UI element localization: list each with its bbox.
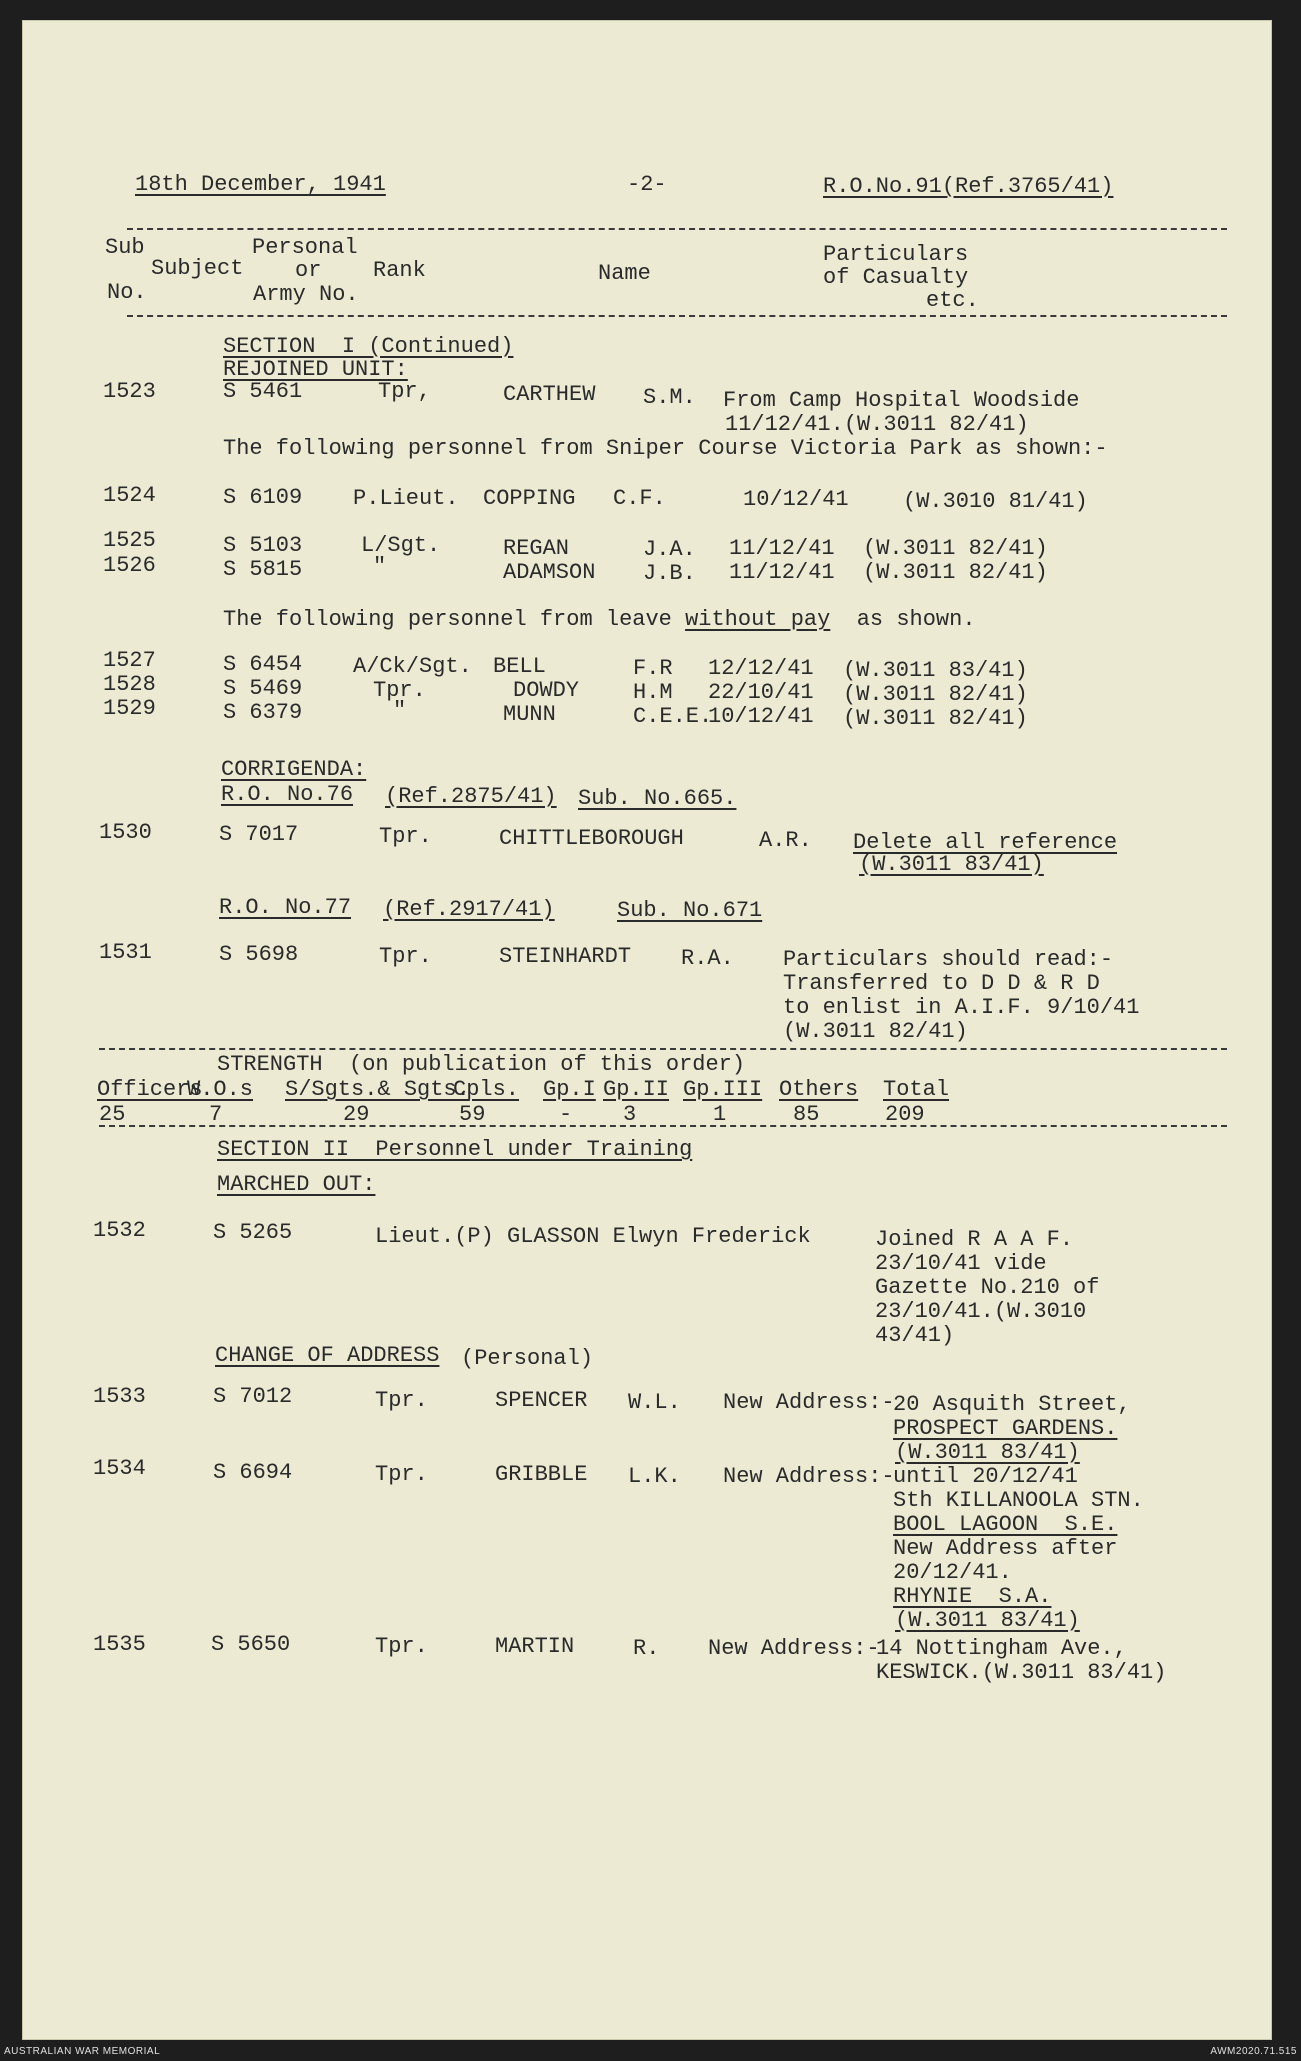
surname: BELL bbox=[493, 654, 546, 679]
rank: Tpr. bbox=[375, 1388, 428, 1413]
strength-value: 59 bbox=[459, 1102, 486, 1127]
entry-number: 1533 bbox=[93, 1384, 146, 1409]
col-of-casualty: of Casualty bbox=[823, 265, 969, 290]
order-ref: (Ref.2875/41) bbox=[385, 784, 557, 809]
particulars: (W.3011 82/41) bbox=[783, 1019, 968, 1044]
strength-header: Gp.III bbox=[683, 1077, 763, 1102]
col-name: Name bbox=[598, 261, 651, 286]
surname: REGAN bbox=[503, 536, 570, 561]
corrigenda-title: CORRIGENDA: bbox=[221, 757, 367, 782]
strength-value: 29 bbox=[343, 1102, 370, 1127]
particulars: Particulars should read:- bbox=[783, 947, 1114, 972]
strength-header: Officers bbox=[97, 1077, 203, 1102]
surname: DOWDY bbox=[513, 678, 580, 703]
divider bbox=[99, 1125, 1227, 1127]
rank: L/Sgt. bbox=[361, 533, 441, 558]
order-ref: (Ref.2917/41) bbox=[383, 897, 555, 922]
col-etc: etc. bbox=[926, 288, 979, 313]
initials: R.A. bbox=[681, 946, 734, 971]
entry-number: 1532 bbox=[93, 1218, 146, 1243]
col-sub: Sub bbox=[105, 235, 145, 260]
entry-number: 1527 bbox=[103, 648, 156, 673]
rank: Tpr. bbox=[375, 1634, 428, 1659]
document-page bbox=[22, 20, 1272, 2040]
ditto-mark: " bbox=[393, 698, 407, 723]
date: 11/12/41 bbox=[729, 536, 835, 561]
col-rank: Rank bbox=[373, 258, 426, 283]
initials: L.K. bbox=[628, 1464, 681, 1489]
strength-value: 3 bbox=[623, 1102, 637, 1127]
surname: ADAMSON bbox=[503, 560, 596, 585]
strength-header: Total bbox=[883, 1077, 950, 1102]
surname: MARTIN bbox=[495, 1634, 575, 1659]
army-number: S 6454 bbox=[223, 652, 303, 677]
rank: Tpr. bbox=[379, 824, 432, 849]
army-number: S 5698 bbox=[219, 942, 299, 967]
rank-and-name: Lieut.(P) GLASSON Elwyn Frederick bbox=[375, 1224, 811, 1249]
routine-order-ref: R.O.No.91(Ref.3765/41) bbox=[823, 174, 1114, 199]
col-or: or bbox=[295, 258, 322, 283]
address-line: KESWICK.(W.3011 83/41) bbox=[876, 1660, 1167, 1685]
address-line: 20 Asquith Street, bbox=[893, 1392, 1131, 1417]
note-text: The following personnel from leave without pay as shown. bbox=[223, 607, 976, 632]
particulars: 11/12/41.(W.3011 82/41) bbox=[725, 412, 1029, 437]
address-label: New Address:- bbox=[708, 1636, 880, 1661]
col-personal: Personal bbox=[252, 235, 358, 260]
reference: (W.3011 82/41) bbox=[843, 706, 1028, 731]
address-line: 20/12/41. bbox=[893, 1560, 1012, 1585]
strength-header: Others bbox=[779, 1077, 859, 1102]
entry-number: 1529 bbox=[103, 696, 156, 721]
reference: (W.3011 82/41) bbox=[863, 536, 1048, 561]
strength-value: 25 bbox=[99, 1102, 126, 1127]
army-number: S 7012 bbox=[213, 1384, 293, 1409]
initials: A.R. bbox=[759, 828, 812, 853]
address-line: BOOL LAGOON S.E. bbox=[893, 1512, 1118, 1537]
col-army-no: Army No. bbox=[253, 282, 359, 307]
army-number: S 6109 bbox=[223, 485, 303, 510]
army-number: S 5815 bbox=[223, 557, 303, 582]
date: 12/12/41 bbox=[708, 656, 814, 681]
rank: Tpr. bbox=[375, 1462, 428, 1487]
change-of-address-subtitle: (Personal) bbox=[461, 1346, 594, 1371]
address-line: Sth KILLANOOLA STN. bbox=[893, 1488, 1144, 1513]
entry-number: 1525 bbox=[103, 528, 156, 553]
strength-value: 1 bbox=[713, 1102, 727, 1127]
particulars: 23/10/41.(W.3010 bbox=[875, 1299, 1087, 1324]
address-line: (W.3011 83/41) bbox=[895, 1440, 1080, 1465]
rank: P.Lieut. bbox=[353, 486, 459, 511]
army-number: S 5469 bbox=[223, 676, 303, 701]
surname: CARTHEW bbox=[503, 382, 596, 407]
army-number: S 5265 bbox=[213, 1220, 293, 1245]
particulars: Joined R A A F. bbox=[875, 1227, 1074, 1252]
initials: J.B. bbox=[643, 561, 696, 586]
section-2-title: SECTION II Personnel under Training bbox=[217, 1137, 693, 1162]
surname: SPENCER bbox=[495, 1388, 588, 1413]
rank: Tpr. bbox=[379, 944, 432, 969]
initials: S.M. bbox=[643, 385, 696, 410]
page-number: -2- bbox=[627, 172, 667, 197]
date: 10/12/41 bbox=[708, 704, 814, 729]
army-number: S 6694 bbox=[213, 1460, 293, 1485]
ditto-mark: " bbox=[373, 554, 387, 579]
particulars: Delete all reference bbox=[853, 830, 1118, 855]
order-ref: R.O. No.76 bbox=[221, 782, 354, 807]
section-heading: MARCHED OUT: bbox=[217, 1172, 376, 1197]
order-ref: Sub. No.665. bbox=[578, 786, 737, 811]
entry-number: 1523 bbox=[103, 379, 156, 404]
initials: C.E.E. bbox=[633, 704, 713, 729]
change-of-address-title: CHANGE OF ADDRESS bbox=[215, 1343, 440, 1368]
section-1-title: SECTION I (Continued) bbox=[223, 334, 514, 359]
rank: Tpr. bbox=[373, 678, 426, 703]
army-number: S 6379 bbox=[223, 700, 303, 725]
col-no: No. bbox=[107, 280, 147, 305]
initials: C.F. bbox=[613, 486, 666, 511]
army-number: S 5650 bbox=[211, 1632, 291, 1657]
surname: GRIBBLE bbox=[495, 1462, 588, 1487]
strength-header: Cpls. bbox=[453, 1077, 520, 1102]
entry-number: 1530 bbox=[99, 820, 152, 845]
particulars: Gazette No.210 of bbox=[875, 1275, 1100, 1300]
particulars: From Camp Hospital Woodside bbox=[723, 388, 1080, 413]
address-line: PROSPECT GARDENS. bbox=[893, 1416, 1118, 1441]
entry-number: 1526 bbox=[103, 553, 156, 578]
col-subject: Subject bbox=[151, 256, 244, 281]
initials: W.L. bbox=[628, 1390, 681, 1415]
initials: F.R bbox=[633, 656, 673, 681]
initials: R. bbox=[633, 1636, 660, 1661]
particulars: to enlist in A.I.F. 9/10/41 bbox=[783, 995, 1140, 1020]
surname: MUNN bbox=[503, 702, 556, 727]
army-number: S 5103 bbox=[223, 533, 303, 558]
initials: J.A. bbox=[643, 537, 696, 562]
address-label: New Address:- bbox=[723, 1464, 895, 1489]
date: 11/12/41 bbox=[729, 560, 835, 585]
address-label: New Address:- bbox=[723, 1390, 895, 1415]
reference: (W.3011 82/41) bbox=[843, 682, 1028, 707]
rank: A/Ck/Sgt. bbox=[353, 654, 472, 679]
entry-number: 1524 bbox=[103, 483, 156, 508]
address-line: RHYNIE S.A. bbox=[893, 1584, 1052, 1609]
strength-header: Gp.I bbox=[543, 1077, 596, 1102]
surname: CHITTLEBOROUGH bbox=[499, 826, 684, 851]
order-ref: R.O. No.77 bbox=[219, 895, 352, 920]
section-heading: REJOINED UNIT: bbox=[223, 357, 408, 382]
particulars: (W.3011 83/41) bbox=[859, 852, 1044, 877]
divider bbox=[127, 228, 1227, 230]
strength-value: 7 bbox=[209, 1102, 223, 1127]
address-line: 14 Nottingham Ave., bbox=[876, 1636, 1127, 1661]
surname: COPPING bbox=[483, 486, 576, 511]
army-number: S 5461 bbox=[223, 379, 303, 404]
archive-id: AWM2020.71.515 bbox=[1210, 2046, 1297, 2057]
rank: Tpr, bbox=[378, 379, 431, 404]
strength-header: S/Sgts.& Sgts. bbox=[285, 1077, 470, 1102]
strength-value: 85 bbox=[793, 1102, 820, 1127]
date: 10/12/41 bbox=[743, 487, 849, 512]
entry-number: 1531 bbox=[99, 940, 152, 965]
entry-number: 1534 bbox=[93, 1456, 146, 1481]
army-number: S 7017 bbox=[219, 822, 299, 847]
note-text: The following personnel from Sniper Course Victoria Park as shown:- bbox=[223, 436, 1108, 461]
surname: STEINHARDT bbox=[499, 944, 632, 969]
order-ref: Sub. No.671 bbox=[617, 898, 763, 923]
strength-value: 209 bbox=[885, 1102, 925, 1127]
reference: (W.3011 83/41) bbox=[843, 658, 1028, 683]
address-line: (W.3011 83/41) bbox=[895, 1608, 1080, 1633]
document-date: 18th December, 1941 bbox=[135, 172, 386, 197]
col-particulars: Particulars bbox=[823, 242, 969, 267]
strength-title: STRENGTH (on publication of this order) bbox=[217, 1052, 746, 1077]
particulars: 23/10/41 vide bbox=[875, 1251, 1047, 1276]
particulars: 43/41) bbox=[875, 1323, 955, 1348]
divider bbox=[99, 1048, 1227, 1050]
address-line: New Address after bbox=[893, 1536, 1118, 1561]
date: 22/10/41 bbox=[708, 680, 814, 705]
particulars: Transferred to D D & R D bbox=[783, 971, 1100, 996]
entry-number: 1535 bbox=[93, 1632, 146, 1657]
strength-header: Gp.II bbox=[603, 1077, 670, 1102]
strength-header: W.O.s bbox=[187, 1077, 254, 1102]
strength-value: - bbox=[559, 1102, 573, 1127]
reference: (W.3010 81/41) bbox=[903, 489, 1088, 514]
archive-credit: AUSTRALIAN WAR MEMORIAL bbox=[4, 2046, 161, 2057]
entry-number: 1528 bbox=[103, 672, 156, 697]
reference: (W.3011 82/41) bbox=[863, 560, 1048, 585]
initials: H.M bbox=[633, 680, 673, 705]
address-line: until 20/12/41 bbox=[893, 1464, 1078, 1489]
divider bbox=[127, 315, 1227, 317]
